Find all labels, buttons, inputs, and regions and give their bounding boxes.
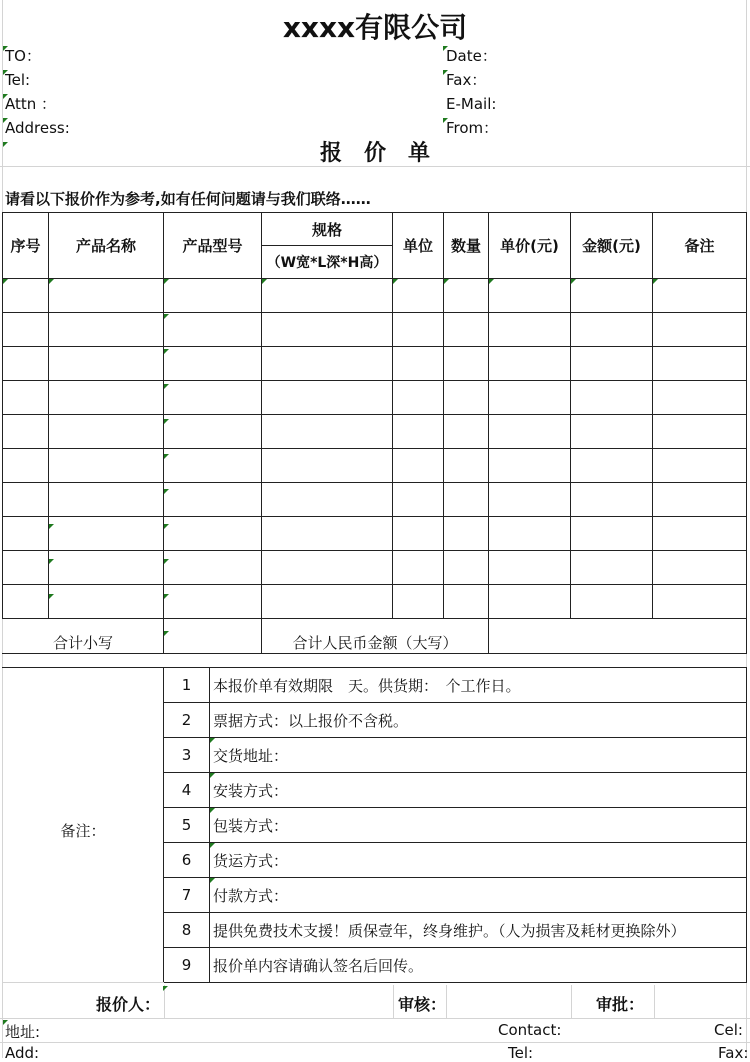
total-small-value[interactable] — [164, 619, 262, 654]
footer-address-en: Add: — [5, 1044, 40, 1062]
footer-tel: Tel: — [508, 1044, 534, 1062]
header-unit: 单位 — [393, 213, 444, 279]
cell-qty[interactable] — [444, 483, 489, 517]
cell-seq[interactable] — [3, 415, 49, 449]
cell-qty[interactable] — [444, 517, 489, 551]
note-text[interactable]: 货运方式： — [210, 843, 747, 878]
footer-cel: Cel: — [714, 1021, 743, 1039]
note-number: 7 — [164, 878, 210, 913]
contact-right-block — [446, 44, 498, 140]
header-remark: 备注 — [653, 213, 747, 279]
note-number: 9 — [164, 948, 210, 983]
cell-seq[interactable] — [3, 313, 49, 347]
header-seq: 序号 — [3, 213, 49, 279]
comment-marker-icon — [443, 118, 448, 123]
cell-product-model[interactable] — [164, 483, 262, 517]
cell-qty[interactable] — [444, 381, 489, 415]
comment-marker-icon — [164, 631, 169, 636]
note-text[interactable]: 安装方式： — [210, 773, 747, 808]
tel-field[interactable]: Tel: — [5, 71, 31, 89]
cell-unit-price[interactable] — [489, 517, 571, 551]
cell-product-name[interactable] — [49, 517, 164, 551]
cell-product-model[interactable] — [164, 585, 262, 619]
cell-remark[interactable] — [653, 279, 747, 313]
quoter-value[interactable] — [164, 985, 394, 1018]
table-row — [3, 313, 747, 347]
total-small-label: 合计小写 — [3, 619, 164, 654]
cell-qty[interactable] — [444, 449, 489, 483]
cell-remark[interactable] — [653, 313, 747, 347]
cell-qty[interactable] — [444, 313, 489, 347]
cell-unit-price[interactable] — [489, 347, 571, 381]
comment-marker-icon — [393, 279, 398, 284]
cell-remark[interactable] — [653, 551, 747, 585]
from-field[interactable]: From： — [446, 119, 499, 137]
note-text[interactable]: 提供免费技术支援！质保壹年，终身维护。（人为损害及耗材更换除外） — [210, 913, 747, 948]
comment-marker-icon — [3, 1020, 8, 1025]
cell-spec[interactable] — [262, 551, 393, 585]
cell-qty[interactable] — [444, 279, 489, 313]
approve-value[interactable] — [654, 985, 747, 1018]
cell-amount[interactable] — [571, 483, 653, 517]
comment-marker-icon — [489, 279, 494, 284]
comment-marker-icon — [210, 843, 215, 848]
cell-product-model[interactable] — [164, 347, 262, 381]
cell-spec[interactable] — [262, 279, 393, 313]
cell-unit[interactable] — [393, 347, 444, 381]
note-text[interactable]: 交货地址： — [210, 738, 747, 773]
cell-remark[interactable] — [653, 517, 747, 551]
note-number: 3 — [164, 738, 210, 773]
note-text[interactable]: 包装方式： — [210, 808, 747, 843]
comment-marker-icon — [210, 773, 215, 778]
cell-product-model[interactable] — [164, 279, 262, 313]
cell-spec[interactable] — [262, 483, 393, 517]
header-spec-dimensions: （W宽*L深*H高） — [262, 246, 393, 279]
comment-marker-icon — [3, 46, 8, 51]
comment-marker-icon — [164, 454, 169, 459]
cell-product-name[interactable] — [49, 483, 164, 517]
cell-amount[interactable] — [571, 381, 653, 415]
cell-spec[interactable] — [262, 449, 393, 483]
header-product-model: 产品型号 — [164, 213, 262, 279]
note-number: 5 — [164, 808, 210, 843]
cell-spec[interactable] — [262, 313, 393, 347]
comment-marker-icon — [443, 46, 448, 51]
cell-remark[interactable] — [653, 381, 747, 415]
signature-row — [2, 985, 746, 1019]
note-number: 2 — [164, 703, 210, 738]
cell-product-name[interactable] — [49, 347, 164, 381]
address-field[interactable]: Address: — [5, 119, 70, 137]
cell-unit[interactable] — [393, 483, 444, 517]
cell-product-name[interactable] — [49, 585, 164, 619]
cell-unit[interactable] — [393, 415, 444, 449]
cell-remark[interactable] — [653, 585, 747, 619]
intro-text: 请看以下报价作为参考,如有任何问题请与我们联络…… — [5, 190, 371, 208]
header-spec: 规格 — [262, 213, 393, 246]
cell-qty[interactable] — [444, 551, 489, 585]
table-row — [3, 517, 747, 551]
cell-unit-price[interactable] — [489, 449, 571, 483]
note-text[interactable]: 报价单内容请确认签名后回传。 — [210, 948, 747, 983]
cell-spec[interactable] — [262, 585, 393, 619]
total-big-value[interactable] — [489, 619, 747, 654]
cell-amount[interactable] — [571, 449, 653, 483]
cell-seq[interactable] — [3, 585, 49, 619]
cell-remark[interactable] — [653, 347, 747, 381]
cell-seq[interactable] — [3, 279, 49, 313]
cell-qty[interactable] — [444, 415, 489, 449]
cell-amount[interactable] — [571, 517, 653, 551]
cell-amount[interactable] — [571, 585, 653, 619]
comment-marker-icon — [653, 279, 658, 284]
table-row — [3, 415, 747, 449]
cell-seq[interactable] — [3, 551, 49, 585]
cell-spec[interactable] — [262, 347, 393, 381]
cell-amount[interactable] — [571, 551, 653, 585]
table-row — [3, 381, 747, 415]
note-number: 8 — [164, 913, 210, 948]
cell-unit[interactable] — [393, 313, 444, 347]
table-row — [3, 279, 747, 313]
contact-left-block — [5, 44, 70, 140]
cell-product-name[interactable] — [49, 381, 164, 415]
cell-unit[interactable] — [393, 517, 444, 551]
comment-marker-icon — [164, 349, 169, 354]
comment-marker-icon — [262, 279, 267, 284]
table-row — [3, 347, 747, 381]
notes-table — [2, 667, 747, 983]
quote-table — [2, 212, 747, 654]
cell-product-name[interactable] — [49, 279, 164, 313]
cell-product-model[interactable] — [164, 415, 262, 449]
document-title: 报 价 单 — [319, 141, 430, 166]
footer-address-cn: 地址: — [5, 1023, 41, 1041]
approve-label: 审批： — [595, 995, 644, 1014]
comment-marker-icon — [164, 279, 169, 284]
header-unit-price: 单价(元) — [489, 213, 571, 279]
comment-marker-icon — [164, 594, 169, 599]
comment-marker-icon — [3, 118, 8, 123]
cell-amount[interactable] — [571, 415, 653, 449]
comment-marker-icon — [49, 279, 54, 284]
cell-unit-price[interactable] — [489, 279, 571, 313]
cell-qty[interactable] — [444, 347, 489, 381]
cell-unit[interactable] — [393, 279, 444, 313]
gridline — [0, 1042, 750, 1043]
comment-marker-icon — [163, 986, 168, 991]
cell-unit[interactable] — [393, 585, 444, 619]
cell-spec[interactable] — [262, 517, 393, 551]
comment-marker-icon — [164, 524, 169, 529]
email-field[interactable]: E-Mail: — [446, 95, 497, 113]
cell-product-model[interactable] — [164, 517, 262, 551]
header-product-name: 产品名称 — [49, 213, 164, 279]
cell-unit[interactable] — [393, 551, 444, 585]
cell-amount[interactable] — [571, 313, 653, 347]
cell-product-name[interactable] — [49, 449, 164, 483]
note-text[interactable]: 付款方式： — [210, 878, 747, 913]
company-title: xxxx有限公司 — [282, 11, 468, 44]
cell-product-name[interactable] — [49, 551, 164, 585]
cell-unit-price[interactable] — [489, 381, 571, 415]
cell-unit[interactable] — [393, 381, 444, 415]
note-number: 4 — [164, 773, 210, 808]
table-header-row — [3, 213, 747, 246]
cell-product-model[interactable] — [164, 551, 262, 585]
table-row — [3, 483, 747, 517]
comment-marker-icon — [3, 279, 8, 284]
review-value[interactable] — [446, 985, 572, 1018]
table-row — [3, 551, 747, 585]
cell-spec[interactable] — [262, 415, 393, 449]
comment-marker-icon — [3, 70, 8, 75]
quoter-label: 报价人： — [95, 995, 160, 1014]
comment-marker-icon — [49, 559, 54, 564]
table-row — [3, 449, 747, 483]
total-big-label: 合计人民币金额（大写） — [262, 619, 489, 654]
header-amount: 金额(元) — [571, 213, 653, 279]
comment-marker-icon — [443, 70, 448, 75]
cell-amount[interactable] — [571, 347, 653, 381]
comment-marker-icon — [164, 314, 169, 319]
comment-marker-icon — [210, 878, 215, 883]
footer-contact: Contact: — [498, 1021, 562, 1039]
notes-label: 备注： — [3, 668, 164, 983]
cell-amount[interactable] — [571, 279, 653, 313]
comment-marker-icon — [49, 594, 54, 599]
cell-unit-price[interactable] — [489, 585, 571, 619]
cell-spec[interactable] — [262, 381, 393, 415]
note-row — [3, 668, 747, 703]
review-label: 审核： — [397, 995, 446, 1014]
comment-marker-icon — [3, 94, 8, 99]
cell-product-model[interactable] — [164, 449, 262, 483]
comment-marker-icon — [164, 419, 169, 424]
cell-seq[interactable] — [3, 347, 49, 381]
cell-product-model[interactable] — [164, 381, 262, 415]
note-text[interactable]: 票据方式：以上报价不含税。 — [210, 703, 747, 738]
cell-seq[interactable] — [3, 517, 49, 551]
cell-seq[interactable] — [3, 483, 49, 517]
cell-product-name[interactable] — [49, 313, 164, 347]
date-field[interactable]: Date： — [446, 47, 497, 65]
cell-unit-price[interactable] — [489, 313, 571, 347]
table-row — [3, 585, 747, 619]
cell-unit[interactable] — [393, 449, 444, 483]
comment-marker-icon — [571, 279, 576, 284]
comment-marker-icon — [164, 489, 169, 494]
note-number: 6 — [164, 843, 210, 878]
cell-unit-price[interactable] — [489, 551, 571, 585]
cell-remark[interactable] — [653, 449, 747, 483]
comment-marker-icon — [444, 279, 449, 284]
comment-marker-icon — [49, 524, 54, 529]
cell-product-name[interactable] — [49, 415, 164, 449]
cell-remark[interactable] — [653, 483, 747, 517]
cell-remark[interactable] — [653, 415, 747, 449]
cell-unit-price[interactable] — [489, 483, 571, 517]
note-number: 1 — [164, 668, 210, 703]
totals-row — [3, 619, 747, 654]
cell-seq[interactable] — [3, 381, 49, 415]
comment-marker-icon — [164, 384, 169, 389]
footer-fax: Fax: — [718, 1044, 749, 1062]
attn-field[interactable]: Attn ： — [5, 95, 57, 113]
to-field[interactable]: TO： — [5, 47, 41, 65]
comment-marker-icon — [210, 808, 215, 813]
comment-marker-icon — [164, 559, 169, 564]
cell-seq[interactable] — [3, 449, 49, 483]
fax-field[interactable]: Fax： — [446, 71, 487, 89]
note-text[interactable]: 本报价单有效期限 天。供货期： 个工作日。 — [210, 668, 747, 703]
cell-product-model[interactable] — [164, 313, 262, 347]
cell-qty[interactable] — [444, 585, 489, 619]
header-qty: 数量 — [444, 213, 489, 279]
cell-unit-price[interactable] — [489, 415, 571, 449]
comment-marker-icon — [210, 738, 215, 743]
